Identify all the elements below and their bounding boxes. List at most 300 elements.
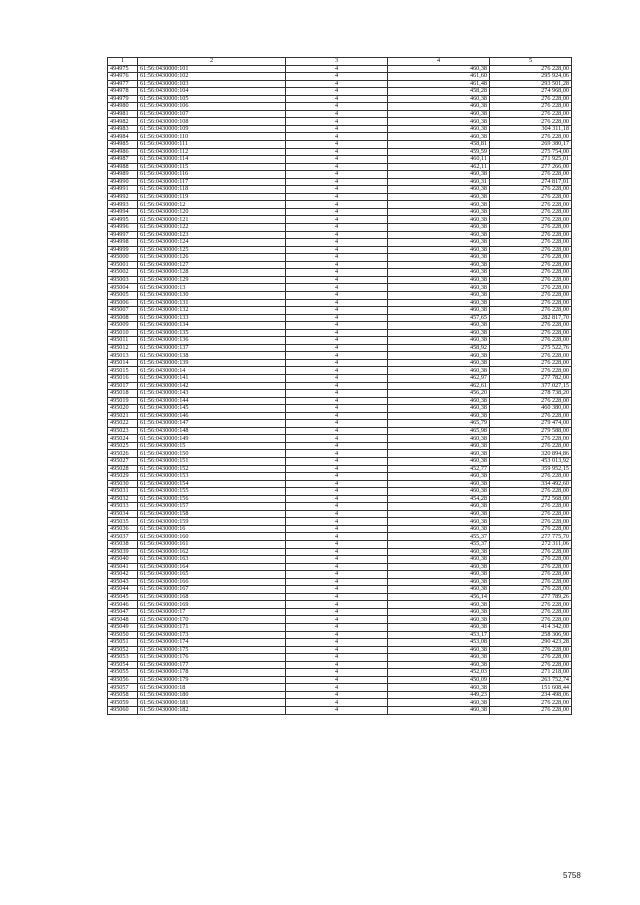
row-id-cell: 495049: [108, 624, 138, 632]
category-cell: 4: [286, 465, 388, 473]
category-cell: 4: [286, 103, 388, 111]
area-cell: 460,38: [388, 473, 490, 481]
table-row: [108, 269, 572, 277]
row-id-cell: 495009: [108, 322, 138, 330]
row-id-cell: 495015: [108, 367, 138, 375]
table-row: [108, 125, 572, 133]
category-cell: 4: [286, 510, 388, 518]
area-cell: 460,38: [388, 616, 490, 624]
value-cell: 263 752,74: [490, 676, 572, 684]
category-cell: 4: [286, 224, 388, 232]
row-id-cell: 494998: [108, 239, 138, 247]
table-row: [108, 148, 572, 156]
value-cell: 276 228,00: [490, 654, 572, 662]
value-cell: 278 738,20: [490, 390, 572, 398]
category-cell: 4: [286, 352, 388, 360]
category-cell: 4: [286, 669, 388, 677]
value-cell: 276 228,00: [490, 616, 572, 624]
registry-table: [107, 57, 572, 715]
value-cell: 276 228,00: [490, 518, 572, 526]
area-cell: 460,38: [388, 510, 490, 518]
area-cell: 460,38: [388, 405, 490, 413]
row-id-cell: 495055: [108, 669, 138, 677]
category-cell: 4: [286, 427, 388, 435]
area-cell: 460,38: [388, 548, 490, 556]
area-cell: 460,38: [388, 646, 490, 654]
area-cell: 465,79: [388, 420, 490, 428]
table-row: [108, 156, 572, 164]
category-cell: 4: [286, 412, 388, 420]
area-cell: 462,61: [388, 382, 490, 390]
value-cell: 276 228,00: [490, 110, 572, 118]
category-cell: 4: [286, 284, 388, 292]
table-row: [108, 457, 572, 465]
table-row: [108, 397, 572, 405]
row-id-cell: 494982: [108, 118, 138, 126]
area-cell: 460,38: [388, 216, 490, 224]
cadastral-number-cell: 61:56:0430000:115: [138, 163, 286, 171]
cadastral-number-cell: 61:56:0430000:124: [138, 239, 286, 247]
category-cell: 4: [286, 503, 388, 511]
table-row: [108, 329, 572, 337]
table-row: [108, 382, 572, 390]
table-row: [108, 337, 572, 345]
category-cell: 4: [286, 254, 388, 262]
table-row: [108, 171, 572, 179]
value-cell: 277 775,70: [490, 533, 572, 541]
cadastral-number-cell: 61:56:0430000:117: [138, 178, 286, 186]
cadastral-number-cell: 61:56:0430000:145: [138, 405, 286, 413]
category-cell: 4: [286, 586, 388, 594]
category-cell: 4: [286, 201, 388, 209]
row-id-cell: 495008: [108, 314, 138, 322]
category-cell: 4: [286, 276, 388, 284]
row-id-cell: 495058: [108, 691, 138, 699]
category-cell: 4: [286, 639, 388, 647]
category-cell: 4: [286, 616, 388, 624]
area-cell: 462,97: [388, 374, 490, 382]
cadastral-number-cell: 61:56:0430000:14: [138, 367, 286, 375]
area-cell: 460,38: [388, 571, 490, 579]
value-cell: 275 522,76: [490, 344, 572, 352]
area-cell: 460,38: [388, 525, 490, 533]
area-cell: 460,38: [388, 457, 490, 465]
table-row: [108, 88, 572, 96]
area-cell: 453,08: [388, 639, 490, 647]
row-id-cell: 494975: [108, 65, 138, 73]
table-row: [108, 525, 572, 533]
table-row: [108, 352, 572, 360]
table-row: [108, 374, 572, 382]
category-cell: 4: [286, 73, 388, 81]
row-id-cell: 495023: [108, 427, 138, 435]
table-row: [108, 254, 572, 262]
cadastral-number-cell: 61:56:0430000:173: [138, 631, 286, 639]
cadastral-number-cell: 61:56:0430000:168: [138, 593, 286, 601]
cadastral-number-cell: 61:56:0430000:144: [138, 397, 286, 405]
row-id-cell: 495045: [108, 593, 138, 601]
category-cell: 4: [286, 684, 388, 692]
category-cell: 4: [286, 178, 388, 186]
row-id-cell: 495039: [108, 548, 138, 556]
area-cell: 460,38: [388, 412, 490, 420]
value-cell: 151 608,44: [490, 684, 572, 692]
cadastral-number-cell: 61:56:0430000:143: [138, 390, 286, 398]
category-cell: 4: [286, 397, 388, 405]
table-row: [108, 654, 572, 662]
cadastral-number-cell: 61:56:0430000:120: [138, 208, 286, 216]
row-id-cell: 495005: [108, 291, 138, 299]
row-id-cell: 494986: [108, 148, 138, 156]
value-cell: 276 228,00: [490, 337, 572, 345]
cadastral-number-cell: 61:56:0430000:179: [138, 676, 286, 684]
row-id-cell: 495018: [108, 390, 138, 398]
area-cell: 460,38: [388, 608, 490, 616]
area-cell: 460,31: [388, 178, 490, 186]
cadastral-number-cell: 61:56:0430000:134: [138, 322, 286, 330]
category-cell: 4: [286, 593, 388, 601]
category-cell: 4: [286, 125, 388, 133]
category-cell: 4: [286, 344, 388, 352]
cadastral-number-cell: 61:56:0430000:135: [138, 329, 286, 337]
row-id-cell: 494996: [108, 224, 138, 232]
category-cell: 4: [286, 601, 388, 609]
category-cell: 4: [286, 571, 388, 579]
category-cell: 4: [286, 661, 388, 669]
area-cell: 460,38: [388, 201, 490, 209]
table-row: [108, 586, 572, 594]
row-id-cell: 495059: [108, 699, 138, 707]
row-id-cell: 495052: [108, 646, 138, 654]
table-row: [108, 571, 572, 579]
area-cell: 461,48: [388, 80, 490, 88]
row-id-cell: 495027: [108, 457, 138, 465]
category-cell: 4: [286, 359, 388, 367]
table-row: [108, 691, 572, 699]
cadastral-number-cell: 61:56:0430000:180: [138, 691, 286, 699]
category-cell: 4: [286, 171, 388, 179]
area-cell: 460,38: [388, 254, 490, 262]
table-row: [108, 261, 572, 269]
table-row: [108, 359, 572, 367]
table-row: [108, 669, 572, 677]
area-cell: 460,38: [388, 367, 490, 375]
table-row: [108, 480, 572, 488]
cadastral-number-cell: 61:56:0430000:122: [138, 224, 286, 232]
row-id-cell: 495007: [108, 307, 138, 315]
category-cell: 4: [286, 110, 388, 118]
cadastral-number-cell: 61:56:0430000:123: [138, 231, 286, 239]
category-cell: 4: [286, 435, 388, 443]
category-cell: 4: [286, 518, 388, 526]
value-cell: 276 228,00: [490, 435, 572, 443]
table-row: [108, 178, 572, 186]
area-cell: 460,38: [388, 133, 490, 141]
value-cell: 460 380,00: [490, 405, 572, 413]
table-row: [108, 216, 572, 224]
value-cell: 276 228,00: [490, 171, 572, 179]
category-cell: 4: [286, 608, 388, 616]
area-cell: 460,38: [388, 276, 490, 284]
value-cell: 276 228,00: [490, 118, 572, 126]
row-id-cell: 495025: [108, 442, 138, 450]
cadastral-number-cell: 61:56:0430000:161: [138, 541, 286, 549]
area-cell: 456,20: [388, 390, 490, 398]
table-row: [108, 533, 572, 541]
cadastral-number-cell: 61:56:0430000:103: [138, 80, 286, 88]
row-id-cell: 494984: [108, 133, 138, 141]
row-id-cell: 495020: [108, 405, 138, 413]
header-col-5: 5: [490, 58, 572, 66]
category-cell: 4: [286, 186, 388, 194]
value-cell: 274 968,00: [490, 88, 572, 96]
value-cell: 276 228,00: [490, 276, 572, 284]
category-cell: 4: [286, 442, 388, 450]
row-id-cell: 495060: [108, 707, 138, 715]
table-row: [108, 707, 572, 715]
table-row: [108, 405, 572, 413]
value-cell: 276 228,00: [490, 412, 572, 420]
row-id-cell: 495047: [108, 608, 138, 616]
value-cell: 414 342,00: [490, 624, 572, 632]
value-cell: 276 228,00: [490, 503, 572, 511]
cadastral-number-cell: 61:56:0430000:15: [138, 442, 286, 450]
row-id-cell: 495004: [108, 284, 138, 292]
category-cell: 4: [286, 676, 388, 684]
cadastral-number-cell: 61:56:0430000:126: [138, 254, 286, 262]
area-cell: 455,37: [388, 533, 490, 541]
row-id-cell: 495028: [108, 465, 138, 473]
cadastral-number-cell: 61:56:0430000:18: [138, 684, 286, 692]
cadastral-number-cell: 61:56:0430000:137: [138, 344, 286, 352]
cadastral-number-cell: 61:56:0430000:108: [138, 118, 286, 126]
cadastral-number-cell: 61:56:0430000:182: [138, 707, 286, 715]
value-cell: 276 228,00: [490, 103, 572, 111]
area-cell: 452,77: [388, 465, 490, 473]
category-cell: 4: [286, 624, 388, 632]
value-cell: 453 013,92: [490, 457, 572, 465]
cadastral-number-cell: 61:56:0430000:119: [138, 193, 286, 201]
header-row: [108, 58, 572, 66]
row-id-cell: 494979: [108, 95, 138, 103]
cadastral-number-cell: 61:56:0430000:110: [138, 133, 286, 141]
area-cell: 460,38: [388, 488, 490, 496]
area-cell: 460,38: [388, 435, 490, 443]
table-row: [108, 390, 572, 398]
row-id-cell: 495029: [108, 473, 138, 481]
value-cell: 276 228,00: [490, 65, 572, 73]
value-cell: 276 228,00: [490, 239, 572, 247]
category-cell: 4: [286, 141, 388, 149]
table-row: [108, 299, 572, 307]
area-cell: 460,38: [388, 261, 490, 269]
category-cell: 4: [286, 329, 388, 337]
value-cell: 276 228,00: [490, 307, 572, 315]
area-cell: 450,09: [388, 676, 490, 684]
value-cell: 272 568,00: [490, 495, 572, 503]
table-row: [108, 246, 572, 254]
cadastral-number-cell: 61:56:0430000:162: [138, 548, 286, 556]
category-cell: 4: [286, 80, 388, 88]
category-cell: 4: [286, 208, 388, 216]
area-cell: 458,92: [388, 344, 490, 352]
row-id-cell: 494977: [108, 80, 138, 88]
cadastral-number-cell: 61:56:0430000:176: [138, 654, 286, 662]
table-row: [108, 201, 572, 209]
category-cell: 4: [286, 314, 388, 322]
value-cell: 276 228,00: [490, 571, 572, 579]
value-cell: 276 228,00: [490, 254, 572, 262]
value-cell: 276 228,00: [490, 95, 572, 103]
table-body: [108, 65, 572, 714]
category-cell: 4: [286, 646, 388, 654]
value-cell: 377 027,15: [490, 382, 572, 390]
row-id-cell: 494991: [108, 186, 138, 194]
area-cell: 460,38: [388, 95, 490, 103]
cadastral-number-cell: 61:56:0430000:147: [138, 420, 286, 428]
category-cell: 4: [286, 563, 388, 571]
area-cell: 460,38: [388, 103, 490, 111]
value-cell: 277 789,26: [490, 593, 572, 601]
category-cell: 4: [286, 299, 388, 307]
value-cell: 276 228,00: [490, 442, 572, 450]
cadastral-number-cell: 61:56:0430000:171: [138, 624, 286, 632]
category-cell: 4: [286, 654, 388, 662]
area-cell: 460,38: [388, 231, 490, 239]
cadastral-number-cell: 61:56:0430000:175: [138, 646, 286, 654]
cadastral-number-cell: 61:56:0430000:118: [138, 186, 286, 194]
cadastral-number-cell: 61:56:0430000:125: [138, 246, 286, 254]
area-cell: 460,38: [388, 246, 490, 254]
area-cell: 460,38: [388, 239, 490, 247]
row-id-cell: 495002: [108, 269, 138, 277]
category-cell: 4: [286, 88, 388, 96]
row-id-cell: 495046: [108, 601, 138, 609]
value-cell: 271 218,00: [490, 669, 572, 677]
category-cell: 4: [286, 118, 388, 126]
table-row: [108, 291, 572, 299]
table-row: [108, 593, 572, 601]
cadastral-number-cell: 61:56:0430000:116: [138, 171, 286, 179]
area-cell: 460,38: [388, 329, 490, 337]
category-cell: 4: [286, 382, 388, 390]
value-cell: 276 228,00: [490, 201, 572, 209]
row-id-cell: 495021: [108, 412, 138, 420]
cadastral-number-cell: 61:56:0430000:170: [138, 616, 286, 624]
value-cell: 276 228,00: [490, 291, 572, 299]
cadastral-number-cell: 61:56:0430000:167: [138, 586, 286, 594]
value-cell: 277 266,00: [490, 163, 572, 171]
value-cell: 276 228,00: [490, 359, 572, 367]
value-cell: 279 474,00: [490, 420, 572, 428]
value-cell: 276 228,00: [490, 299, 572, 307]
cadastral-number-cell: 61:56:0430000:151: [138, 457, 286, 465]
value-cell: 276 228,00: [490, 246, 572, 254]
table-row: [108, 367, 572, 375]
table-row: [108, 307, 572, 315]
cadastral-number-cell: 61:56:0430000:164: [138, 563, 286, 571]
area-cell: 456,14: [388, 593, 490, 601]
category-cell: 4: [286, 291, 388, 299]
cadastral-number-cell: 61:56:0430000:114: [138, 156, 286, 164]
category-cell: 4: [286, 239, 388, 247]
value-cell: 295 924,06: [490, 73, 572, 81]
area-cell: 461,60: [388, 73, 490, 81]
cadastral-number-cell: 61:56:0430000:166: [138, 578, 286, 586]
area-cell: 460,38: [388, 307, 490, 315]
row-id-cell: 495040: [108, 556, 138, 564]
category-cell: 4: [286, 473, 388, 481]
row-id-cell: 495006: [108, 299, 138, 307]
row-id-cell: 495033: [108, 503, 138, 511]
row-id-cell: 495026: [108, 450, 138, 458]
area-cell: 460,38: [388, 284, 490, 292]
table-row: [108, 488, 572, 496]
value-cell: 276 228,00: [490, 601, 572, 609]
table-row: [108, 646, 572, 654]
row-id-cell: 494981: [108, 110, 138, 118]
area-cell: 465,98: [388, 427, 490, 435]
value-cell: 276 228,00: [490, 548, 572, 556]
area-cell: 453,17: [388, 631, 490, 639]
category-cell: 4: [286, 450, 388, 458]
category-cell: 4: [286, 707, 388, 715]
category-cell: 4: [286, 133, 388, 141]
table-row: [108, 224, 572, 232]
value-cell: 269 380,17: [490, 141, 572, 149]
category-cell: 4: [286, 65, 388, 73]
area-cell: 460,38: [388, 186, 490, 194]
row-id-cell: 495035: [108, 518, 138, 526]
table-row: [108, 344, 572, 352]
value-cell: 276 228,00: [490, 186, 572, 194]
value-cell: 276 228,00: [490, 367, 572, 375]
cadastral-number-cell: 61:56:0430000:178: [138, 669, 286, 677]
row-id-cell: 495053: [108, 654, 138, 662]
area-cell: 460,38: [388, 299, 490, 307]
row-id-cell: 495011: [108, 337, 138, 345]
row-id-cell: 495050: [108, 631, 138, 639]
row-id-cell: 494990: [108, 178, 138, 186]
value-cell: 276 228,00: [490, 329, 572, 337]
category-cell: 4: [286, 405, 388, 413]
category-cell: 4: [286, 556, 388, 564]
area-cell: 460,38: [388, 707, 490, 715]
table-row: [108, 578, 572, 586]
cadastral-number-cell: 61:56:0430000:13: [138, 284, 286, 292]
category-cell: 4: [286, 699, 388, 707]
row-id-cell: 494983: [108, 125, 138, 133]
cadastral-number-cell: 61:56:0430000:101: [138, 65, 286, 73]
cadastral-number-cell: 61:56:0430000:130: [138, 291, 286, 299]
row-id-cell: 494994: [108, 208, 138, 216]
table-row: [108, 322, 572, 330]
value-cell: 279 588,00: [490, 427, 572, 435]
table-row: [108, 518, 572, 526]
cadastral-number-cell: 61:56:0430000:129: [138, 276, 286, 284]
cadastral-number-cell: 61:56:0430000:142: [138, 382, 286, 390]
table-row: [108, 465, 572, 473]
table-row: [108, 435, 572, 443]
category-cell: 4: [286, 691, 388, 699]
table-row: [108, 684, 572, 692]
area-cell: 460,38: [388, 578, 490, 586]
row-id-cell: 494999: [108, 246, 138, 254]
cadastral-number-cell: 61:56:0430000:127: [138, 261, 286, 269]
value-cell: 276 228,00: [490, 525, 572, 533]
category-cell: 4: [286, 525, 388, 533]
category-cell: 4: [286, 374, 388, 382]
